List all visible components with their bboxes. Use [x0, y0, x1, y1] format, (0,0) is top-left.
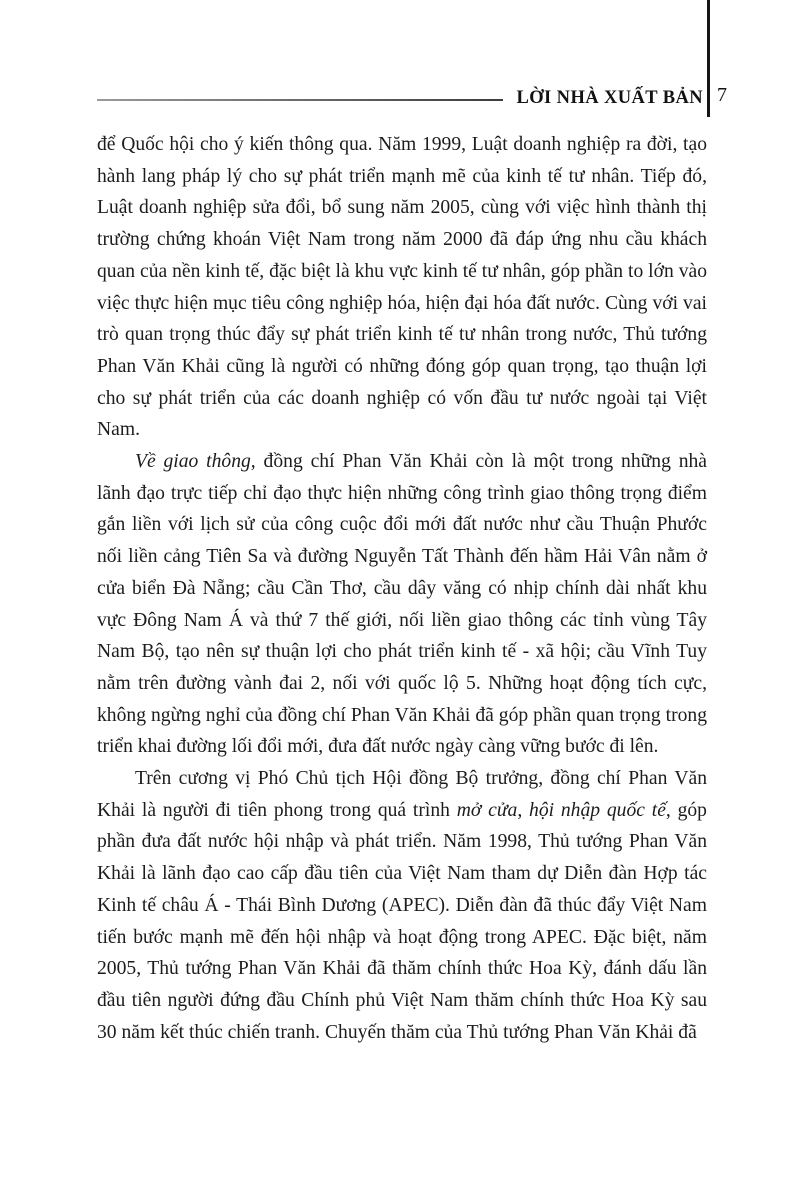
header-rule-line: [97, 99, 503, 101]
running-header: [97, 88, 703, 109]
italic-text-segment: mở cửa, hội nhập quốc tế: [456, 799, 666, 821]
chapter-header-title: LỜI NHÀ XUẤT BẢN: [516, 88, 703, 108]
paragraph: [97, 446, 707, 763]
text-segment: để Quốc hội cho ý kiến thông qua. Năm 1999, Luật doanh nghiệp ra đời, tạo hành lang pháp lý cho sự phát triển mạnh mẽ của kinh tế tư nhân. Tiếp đó, Luật doanh nghiệp sửa đổi, bổ sung năm 2005, cùng với việc hình thành thị trường chứng khoán Việt Nam trong năm 2000 đã đáp ứng nhu cầu khách quan của nền kinh tế, đặc biệt là khu vực kinh tế tư nhân, góp phần to lớn vào việc thực hiện mục tiêu công nghiệp hóa, hiện đại hóa đất nước. Cùng với vai trò quan trọng thúc đẩy sự phát triển kinh tế tư nhân trong nước, Thủ tướng Phan Văn Khải cũng là người có những đóng góp quan trọng, tạo thuận lợi cho sự phát triển của các doanh nghiệp có vốn đầu tư nước ngoài tại Việt Nam.: [97, 134, 707, 441]
text-segment: đồng chí Phan Văn Khải còn là một trong những nhà lãnh đạo trực tiếp chỉ đạo thực hiện những công trình giao thông trọng điểm gắn liền với lịch sử của công cuộc đổi mới đất nước như cầu Thuận Phước nối liền cảng Tiên Sa và đường Nguyễn Tất Thành đến hầm Hải Vân nằm ở cửa biển Đà Nẵng; cầu Cần Thơ, cầu dây văng có nhịp chính dài nhất khu vực Đông Nam Á và thứ 7 thế giới, nối liền giao thông các tỉnh vùng Tây Nam Bộ, tạo nên sự thuận lợi cho phát triển kinh tế - xã hội; cầu Vĩnh Tuy nằm trên đường vành đai 2, nối với quốc lộ 5. Những hoạt động tích cực, không ngừng nghỉ của đồng chí Phan Văn Khải đã góp phần quan trọng trong triển khai đường lối đổi mới, đưa đất nước ngày càng vững bước đi lên.: [97, 451, 707, 758]
paragraph: [97, 129, 707, 446]
text-segment: Trên cương vị Phó Chủ tịch Hội đồng Bộ trưởng, đồng chí Phan Văn Khải là người đi tiên phong trong quá trình: [97, 768, 707, 821]
page-number: 7: [717, 84, 727, 106]
paragraph: [97, 763, 707, 1048]
page-body: [97, 129, 707, 1048]
header-vertical-bar: [707, 0, 710, 117]
italic-text-segment: Về giao thông,: [135, 451, 256, 473]
text-segment: , góp phần đưa đất nước hội nhập và phát triển. Năm 1998, Thủ tướng Phan Văn Khải là lãnh đạo cao cấp đầu tiên của Việt Nam tham dự Diễn đàn Hợp tác Kinh tế châu Á - Thái Bình Dương (APEC). Diễn đàn đã thúc đẩy Việt Nam tiến bước mạnh mẽ đến hội nhập và hoạt động trong APEC. Đặc biệt, năm 2005, Thủ tướng Phan Văn Khải đã thăm chính thức Hoa Kỳ, đánh dấu lần đầu tiên người đứng đầu Chính phủ Việt Nam thăm chính thức Hoa Kỳ sau 30 năm kết thúc chiến tranh. Chuyến thăm của Thủ tướng Phan Văn Khải đã: [97, 799, 707, 1043]
